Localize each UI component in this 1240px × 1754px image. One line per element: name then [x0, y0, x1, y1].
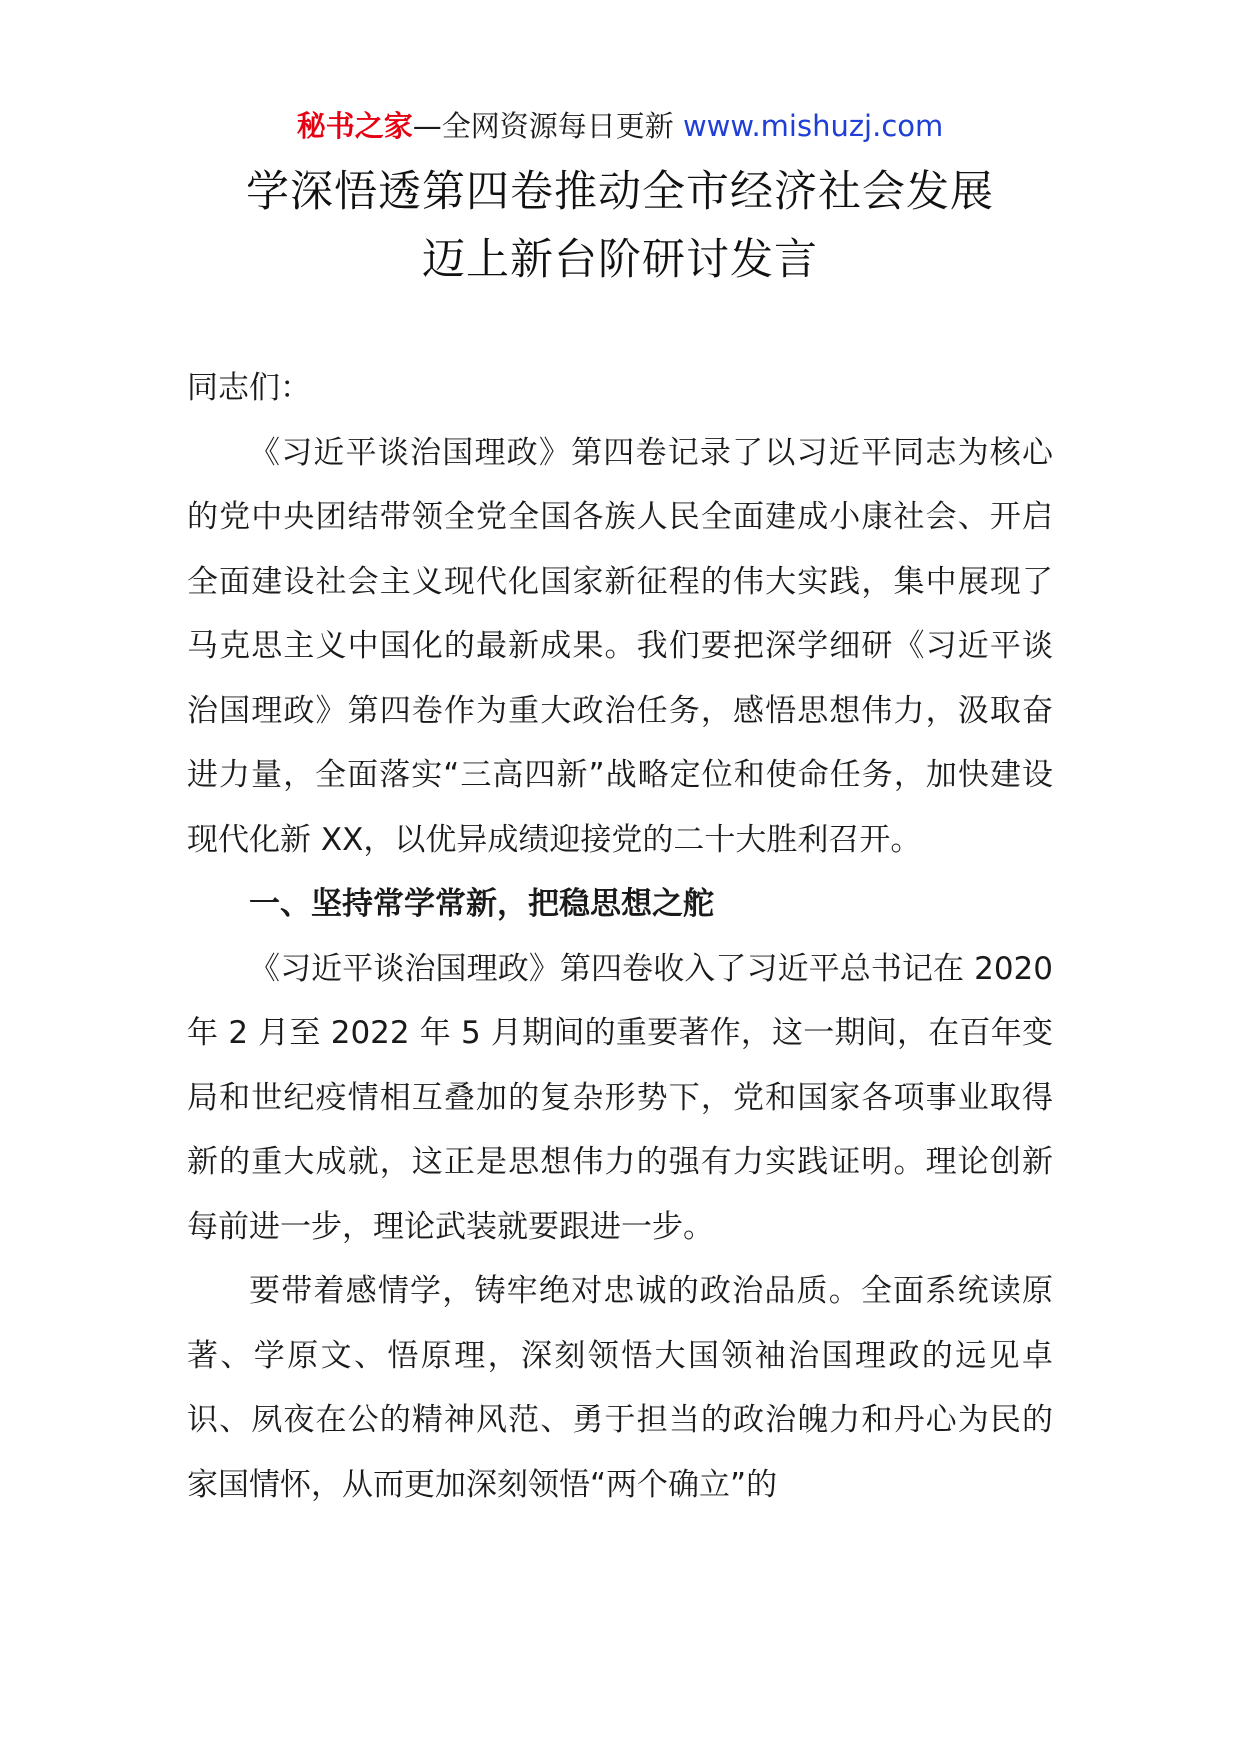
watermark-slogan: —全网资源每日更新 — [412, 109, 674, 143]
section-heading-1: 一、坚持常学常新，把稳思想之舵 — [249, 886, 714, 922]
watermark-header — [0, 106, 1240, 146]
document-title-line-2: 迈上新台阶研讨发言 — [422, 235, 818, 285]
watermark-url[interactable]: www.mishuzj.com — [682, 109, 944, 143]
salutation: 同志们： — [187, 370, 311, 406]
paragraph-section-1: 《习近平谈治国理政》第四卷收入了习近平总书记在 2020 年 2 月至 2022 年 5 月期间的重要著作，这一期间，在百年变局和世纪疫情相互叠加的复杂形势下，党和国家各项事业取得新的重大成就，这正是思想伟力的强有力实践证明。理论创新每前进一步，理论武装就要跟进一步。 — [187, 950, 1053, 1245]
paragraph-intro: 《习近平谈治国理政》第四卷记录了以习近平同志为核心的党中央团结带领全党全国各族人民全面建成小康社会、开启全面建设社会主义现代化国家新征程的伟大实践，集中展现了马克思主义中国化的最新成果。我们要把深学细研《习近平谈治国理政》第四卷作为重大政治任务，感悟思想伟力，汲取奋进力量，全面落实“三高四新”战略定位和使命任务，加快建设现代化新 XX，以优异成绩迎接党的二十大胜利召开。 — [187, 434, 1053, 858]
paragraph-study-with-emotion: 要带着感情学，铸牢绝对忠诚的政治品质。全面系统读原著、学原文、悟原理，深刻领悟大国领袖治国理政的远见卓识、夙夜在公的精神风范、勇于担当的政治魄力和丹心为民的家国情怀，从而更加深刻领悟“两个确立”的 — [187, 1273, 1053, 1503]
document-body — [187, 356, 1053, 1517]
document-title-line-1: 学深悟透第四卷推动全市经济社会发展 — [246, 167, 994, 217]
watermark-brand: 秘书之家 — [296, 109, 413, 143]
